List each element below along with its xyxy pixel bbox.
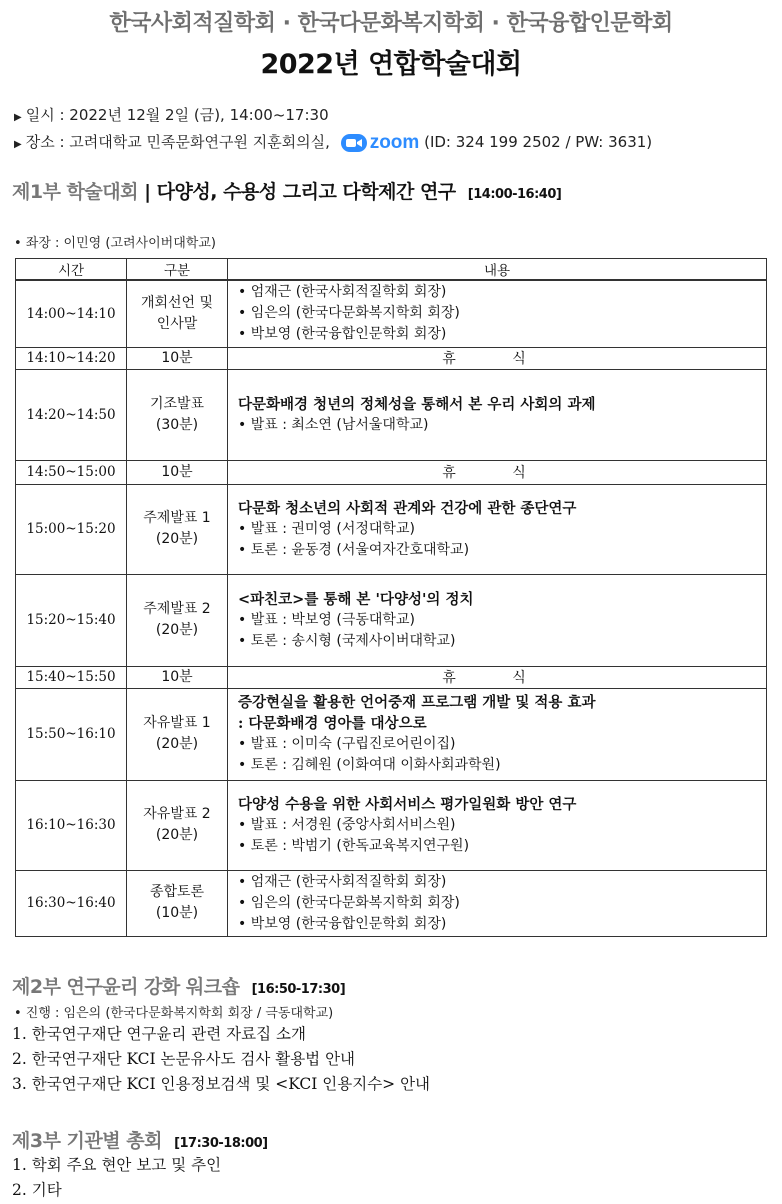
content-line: • 임은의 (한국다문화복지학회 회장) [238,894,460,911]
part3-time: [17:30-18:00] [174,1136,268,1151]
table-row [16,460,767,484]
row-time: 14:00~14:10 [16,280,127,347]
list-item: 2. 기타 [12,1181,62,1199]
content-line: • 엄재근 (한국사회적질학회 회장) [238,284,447,301]
table-row [16,574,767,666]
row-kind: 10분 [127,347,228,369]
table-row [16,369,767,460]
row-time: 14:20~14:50 [16,369,127,460]
zoom-text: zoom [369,131,420,153]
row-kind: 개회선언 및 인사말 [127,280,228,347]
part2-time: [16:50-17:30] [251,982,346,997]
content-line: • 발표 : 권미영 (서정대학교) [238,520,415,537]
row-content [228,280,767,347]
content-line: • 발표 : 이미숙 (구립진로어린이집) [238,736,456,752]
part3-list [12,1153,221,1203]
part2-title [12,972,345,999]
content-line: • 발표 : 최소연 (남서울대학교) [238,416,429,433]
societies-heading: 한국사회적질학회 · 한국다문화복지학회 · 한국융합인문학회 [109,11,673,36]
table-row [16,347,767,369]
row-time: 14:10~14:20 [16,347,127,369]
table-row [16,780,767,870]
row-content [228,574,767,666]
content-line: • 임은의 (한국다문화복지학회 회장) [238,305,460,322]
row-time: 16:30~16:40 [16,870,127,936]
row-content [228,369,767,460]
row-time: 15:00~15:20 [16,484,127,574]
part2-list [12,1022,430,1097]
zoom-camera-icon [341,134,367,152]
row-time: 15:20~15:40 [16,574,127,666]
row-kind: 주제발표 2 (20분) [127,574,228,666]
content-line: • 토론 : 박범기 (한독교육복지연구원) [238,837,470,854]
list-item: 1. 한국연구재단 연구윤리 관련 자료집 소개 [12,1025,306,1043]
row-time: 15:50~16:10 [16,688,127,780]
part3-label: 제3부 기관별 총회 [12,1130,162,1152]
break-label: 휴 식 [228,347,767,369]
session-subtitle: : 다문화배경 영아를 대상으로 [238,715,427,732]
row-kind: 기조발표 (30분) [127,369,228,460]
row-kind: 자유발표 1 (20분) [127,688,228,780]
host-line: • 진행 : 임은의 (한국다문화복지학회 회장 / 극동대학교) [14,1006,334,1021]
break-label: 휴 식 [228,460,767,484]
table-row [16,280,767,347]
row-kind: 주제발표 1 (20분) [127,484,228,574]
page-title: 2022년 연합학술대회 [260,49,522,80]
part1-separator: | [144,181,151,203]
row-content [228,870,767,936]
part1-label: 제1부 학술대회 [12,181,138,203]
chair-line: • 좌장 : 이민영 (고려사이버대학교) [14,236,216,251]
list-item: 1. 학회 주요 현안 보고 및 추인 [12,1156,222,1174]
part3-title [12,1126,268,1153]
table-row [16,870,767,936]
row-kind: 10분 [127,666,228,688]
list-item: 2. 한국연구재단 KCI 논문유사도 검사 활용법 안내 [12,1050,356,1068]
table-row [16,688,767,780]
triangle-bullet-icon: ▶ [14,112,22,123]
content-line: • 박보영 (한국융합인문학회 회장) [238,326,447,343]
content-line: • 발표 : 서경원 (중앙사회서비스원) [238,816,456,833]
date-label: 일시 [25,106,55,124]
part2-label: 제2부 연구윤리 강화 워크숍 [12,976,240,998]
content-line: • 박보영 (한국융합인문학회 회장) [238,915,447,932]
row-time: 14:50~15:00 [16,460,127,484]
place-value: 고려대학교 민족문화연구원 지훈회의실, [69,133,330,151]
row-content [228,780,767,870]
row-content [228,484,767,574]
zoom-logo [341,132,420,154]
part1-subtitle: 다양성, 수용성 그리고 다학제간 연구 [156,181,456,203]
content-line: • 토론 : 김혜원 (이화여대 이화사회과학원) [238,757,501,773]
triangle-bullet-icon: ▶ [14,139,22,150]
session-title: 다양성 수용을 위한 사회서비스 평가일원화 방안 연구 [238,795,577,813]
place-label: 장소 [25,133,55,151]
row-kind: 자유발표 2 (20분) [127,780,228,870]
break-label: 휴 식 [228,666,767,688]
content-line: • 토론 : 송시형 (국제사이버대학교) [238,632,456,649]
col-header-kind: 구분 [127,259,228,281]
list-item: 3. 한국연구재단 KCI 인용정보검색 및 <KCI 인용지수> 안내 [12,1075,431,1093]
table-header-row [16,259,767,281]
row-content [228,688,767,780]
schedule-table [15,258,767,937]
place-line: ▶ 장소 : 고려대학교 민족문화연구원 지훈회의실, zoom (ID: 324 199 2502 / PW: 3631) [14,131,653,153]
row-time: 16:10~16:30 [16,780,127,870]
col-header-content: 내용 [228,259,767,281]
session-title: 증강현실을 활용한 언어중재 프로그램 개발 및 적용 효과 [238,694,596,711]
table-row [16,666,767,688]
content-line: • 토론 : 윤동경 (서울여자간호대학교) [238,541,470,558]
date-line: ▶ 일시 : 2022년 12월 2일 (금), 14:00~17:30 [14,106,329,124]
col-header-time: 시간 [16,259,127,281]
content-line: • 발표 : 박보영 (극동대학교) [238,611,415,628]
part1-title [12,177,561,204]
row-kind: 종합토론 (10분) [127,870,228,936]
date-value: 2022년 12월 2일 (금), 14:00~17:30 [69,106,329,124]
row-time: 15:40~15:50 [16,666,127,688]
row-kind: 10분 [127,460,228,484]
session-title: 다문화 청소년의 사회적 관계와 건강에 관한 종단연구 [238,499,577,517]
session-title: <파친코>를 통해 본 '다양성'의 정치 [238,590,474,608]
zoom-credentials: (ID: 324 199 2502 / PW: 3631) [424,133,653,151]
content-line: • 엄재근 (한국사회적질학회 회장) [238,873,447,890]
session-title: 다문화배경 청년의 정체성을 통해서 본 우리 사회의 과제 [238,395,596,413]
table-row [16,484,767,574]
part1-time: [14:00-16:40] [467,187,562,202]
